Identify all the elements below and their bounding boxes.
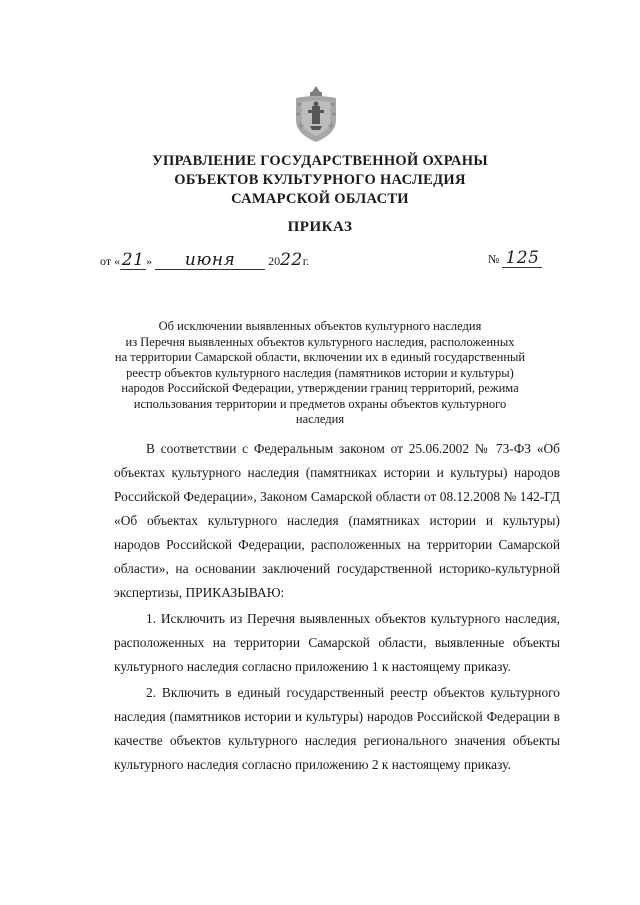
preamble-paragraph: В соответствии с Федеральным законом от 25.06.2002 № 73-ФЗ «Об объектах культурного наследия (памятниках истории и культуры) народов Российской Федерации», Законом Самарской области от 08.12.2008 № 142-ГД «Об объектах культурного наследия (памятниках истории и культуры) народов Российской Федерации, расположенных на территории Самарской области», на основании заключений государственной историко-культурной экспертизы, ПРИКАЗЫВАЮ: xyxy=(114,441,560,600)
document-body xyxy=(114,437,560,779)
number-prefix: № xyxy=(488,252,500,266)
subject-line: Об исключении выявленных объектов культурного наследия xyxy=(158,319,482,333)
date-month-field xyxy=(155,252,265,270)
date-day-field xyxy=(120,252,146,270)
subject-line: из Перечня выявленных объектов культурного наследия, расположенных xyxy=(125,334,515,349)
coat-of-arms-emblem xyxy=(290,84,342,144)
date-day: 21 xyxy=(121,250,145,270)
number-value: 125 xyxy=(505,248,540,268)
document-type: ПРИКАЗ xyxy=(287,219,353,235)
clause-2-paragraph: 2. Включить в единый государственный реестр объектов культурного наследия (памятников истории и культуры) народов Российской Федерации в качестве объектов культурного наследия регионального значения объекты культурного наследия согласно приложению 2 к настоящему приказу. xyxy=(114,685,560,772)
date-prefix: от « xyxy=(100,254,121,268)
date-suffix: г. xyxy=(302,254,310,268)
subject-line: наследия xyxy=(295,412,345,426)
subject-line: на территории Самарской области, включении их в единый государственный xyxy=(114,350,526,364)
organization-title xyxy=(100,152,540,209)
number-field xyxy=(502,250,542,268)
document-subject xyxy=(100,319,540,428)
organization-title-line-3: САМАРСКОЙ ОБЛАСТИ xyxy=(231,191,409,207)
subject-line: использования территории и предметов охраны объектов культурного xyxy=(133,396,507,411)
date-year-prefix: 20 xyxy=(268,254,281,268)
subject-line: народов Российской Федерации, утверждении границ территорий, режима xyxy=(121,381,519,395)
date-month: июня xyxy=(184,250,236,270)
organization-title-line-1: УПРАВЛЕНИЕ ГОСУДАРСТВЕННОЙ ОХРАНЫ xyxy=(152,153,488,169)
subject-line: реестр объектов культурного наследия (памятников истории и культуры) xyxy=(126,365,514,380)
clause-1-paragraph: 1. Исключить из Перечня выявленных объектов культурного наследия, расположенных на территории Самарской области, выявленные объекты культурного наследия согласно приложению 1 к настоящему приказу. xyxy=(114,611,560,674)
document-date xyxy=(100,250,309,270)
document-number xyxy=(488,250,542,268)
organization-title-line-2: ОБЪЕКТОВ КУЛЬТУРНОГО НАСЛЕДИЯ xyxy=(174,172,466,188)
date-year: 22 xyxy=(280,250,303,270)
date-mid: » xyxy=(146,254,153,268)
